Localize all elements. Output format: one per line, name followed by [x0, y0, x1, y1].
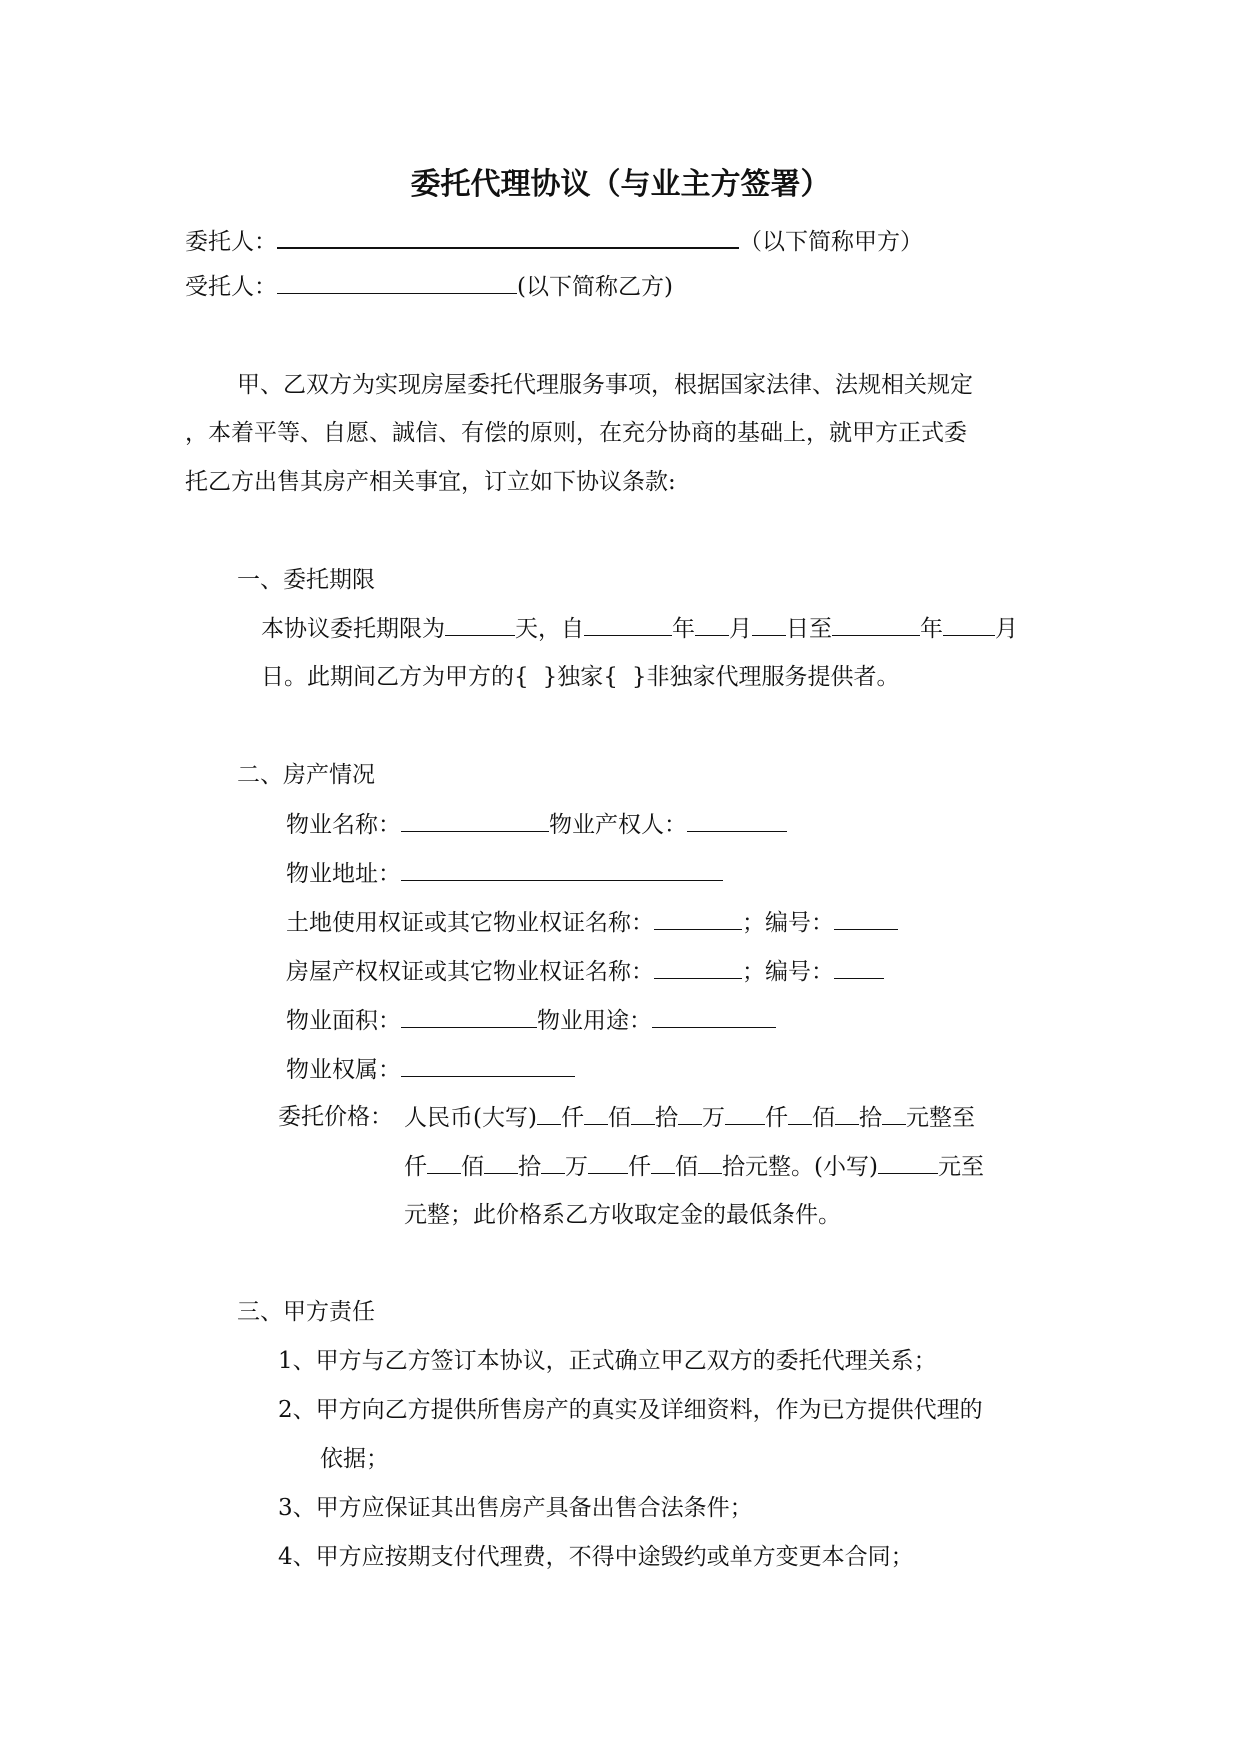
- property-name-line: [286, 809, 787, 840]
- price-blank[interactable]: [584, 1102, 608, 1125]
- term-text: 日至: [786, 616, 832, 642]
- term-text: 月: [995, 616, 1018, 642]
- house-cert-label: 房屋产权权证或其它物业权证名称：: [286, 959, 654, 985]
- price-text: 万: [565, 1154, 588, 1180]
- land-cert-blank[interactable]: [654, 907, 742, 930]
- price-text: 佰: [607, 1105, 631, 1131]
- end-month-blank[interactable]: [943, 613, 995, 636]
- section-3-heading: 三、甲方责任: [237, 1299, 375, 1325]
- term-text: }非独家代理服务提供者。: [631, 664, 900, 690]
- term-line-2: [261, 662, 900, 692]
- area-blank[interactable]: [401, 1005, 537, 1028]
- start-year-blank[interactable]: [584, 613, 672, 636]
- price-text: 人民币(大写): [404, 1105, 537, 1131]
- price-numeric-blank[interactable]: [878, 1151, 938, 1174]
- term-text: 年: [672, 616, 695, 642]
- term-text: 年: [920, 616, 943, 642]
- price-blank[interactable]: [631, 1102, 655, 1125]
- intro-line-2: ，本着平等、自愿、誠信、有偿的原则，在充分协商的基础上，就甲方正式委: [185, 420, 967, 446]
- price-blank[interactable]: [882, 1102, 906, 1125]
- principal-suffix: （以下简称甲方）: [739, 229, 923, 255]
- property-owner-blank[interactable]: [687, 809, 787, 832]
- section-2-heading: 二、房产情况: [237, 762, 375, 788]
- price-blank[interactable]: [725, 1102, 765, 1125]
- property-owner-label: 物业产权人：: [549, 812, 687, 838]
- property-name-blank[interactable]: [401, 809, 549, 832]
- intro-line-1: 甲、乙双方为实现房屋委托代理服务事项，根据国家法律、法规相关规定: [237, 372, 973, 398]
- price-text: 仟: [628, 1154, 651, 1180]
- price-text: 拾: [518, 1154, 541, 1180]
- duty-item-3: 3、甲方应保证其出售房产具备出售合法条件；: [278, 1495, 753, 1521]
- end-year-blank[interactable]: [832, 613, 920, 636]
- property-name-label: 物业名称：: [286, 812, 401, 838]
- term-text: }独家{: [542, 664, 618, 690]
- price-text: 拾: [858, 1105, 882, 1131]
- land-cert-number-blank[interactable]: [834, 907, 898, 930]
- agent-label: 受托人：: [185, 274, 277, 300]
- price-blank[interactable]: [835, 1102, 859, 1125]
- area-usage-line: [286, 1005, 776, 1036]
- term-line-1: [261, 613, 1018, 644]
- section-1-heading: 一、委托期限: [237, 567, 375, 593]
- term-text: 日。此期间乙方为甲方的{: [261, 664, 529, 690]
- document-title: 委托代理协议（与业主方签署）: [410, 167, 831, 202]
- price-line-3: 元整；此价格系乙方收取定金的最低条件。: [404, 1202, 841, 1228]
- price-text: 拾: [654, 1105, 678, 1131]
- duty-item-2-cont: 依据；: [320, 1446, 389, 1472]
- agent-blank[interactable]: [277, 271, 517, 294]
- term-text: 本协议委托期限为: [261, 616, 445, 642]
- principal-label: 委托人：: [185, 229, 277, 255]
- duty-item-4: 4、甲方应按期支付代理费，不得中途毁约或单方变更本合同；: [278, 1544, 914, 1570]
- principal-blank[interactable]: [277, 225, 739, 249]
- price-text: 元整至: [905, 1105, 975, 1131]
- intro-line-3: 托乙方出售其房产相关事宜，订立如下协议条款:: [185, 469, 676, 495]
- property-address-line: [286, 858, 723, 889]
- start-day-blank[interactable]: [752, 613, 786, 636]
- ownership-blank[interactable]: [401, 1054, 575, 1077]
- house-cert-number-blank[interactable]: [834, 956, 884, 979]
- agent-suffix: (以下简称乙方): [517, 274, 673, 300]
- price-blank[interactable]: [537, 1102, 561, 1125]
- house-cert-blank[interactable]: [654, 956, 742, 979]
- price-label: 委托价格：: [278, 1104, 393, 1130]
- price-text: 佰: [461, 1154, 484, 1180]
- property-address-blank[interactable]: [401, 858, 723, 881]
- price-blank[interactable]: [678, 1102, 702, 1125]
- number-label: ；编号：: [742, 959, 834, 985]
- price-blank[interactable]: [427, 1151, 461, 1174]
- price-blank[interactable]: [788, 1102, 812, 1125]
- principal-line: [185, 225, 923, 257]
- duty-item-2: 2、甲方向乙方提供所售房产的真实及详细资料，作为已方提供代理的: [278, 1397, 983, 1423]
- usage-blank[interactable]: [652, 1005, 776, 1028]
- number-label: ；编号：: [742, 910, 834, 936]
- price-text: 佰: [811, 1105, 835, 1131]
- land-cert-line: [286, 907, 898, 938]
- price-text: 仟: [764, 1105, 788, 1131]
- price-text: 元整。(小写): [745, 1154, 878, 1180]
- land-cert-label: 土地使用权证或其它物业权证名称：: [286, 910, 654, 936]
- price-text: 元至: [937, 1154, 984, 1180]
- duty-item-1: 1、甲方与乙方签订本协议，正式确立甲乙双方的委托代理关系；: [278, 1348, 937, 1374]
- price-line-1: [404, 1102, 975, 1133]
- start-month-blank[interactable]: [695, 613, 729, 636]
- area-label: 物业面积：: [286, 1008, 401, 1034]
- ownership-label: 物业权属：: [286, 1057, 401, 1083]
- price-text: 佰: [675, 1154, 698, 1180]
- agent-line: [185, 271, 673, 302]
- price-text: 万: [701, 1105, 725, 1131]
- price-blank[interactable]: [651, 1151, 675, 1174]
- term-text: 天，自: [515, 616, 584, 642]
- price-blank[interactable]: [698, 1151, 722, 1174]
- term-text: 月: [729, 616, 752, 642]
- house-cert-line: [286, 956, 884, 987]
- ownership-line: [286, 1054, 575, 1085]
- property-address-label: 物业地址：: [286, 861, 401, 887]
- price-text: 仟: [560, 1105, 584, 1131]
- price-blank[interactable]: [541, 1151, 565, 1174]
- price-blank[interactable]: [588, 1151, 628, 1174]
- price-text: 拾: [722, 1154, 745, 1180]
- price-blank[interactable]: [484, 1151, 518, 1174]
- days-blank[interactable]: [445, 613, 515, 636]
- price-text: 仟: [404, 1154, 427, 1180]
- price-line-2: [404, 1151, 984, 1182]
- usage-label: 物业用途：: [537, 1008, 652, 1034]
